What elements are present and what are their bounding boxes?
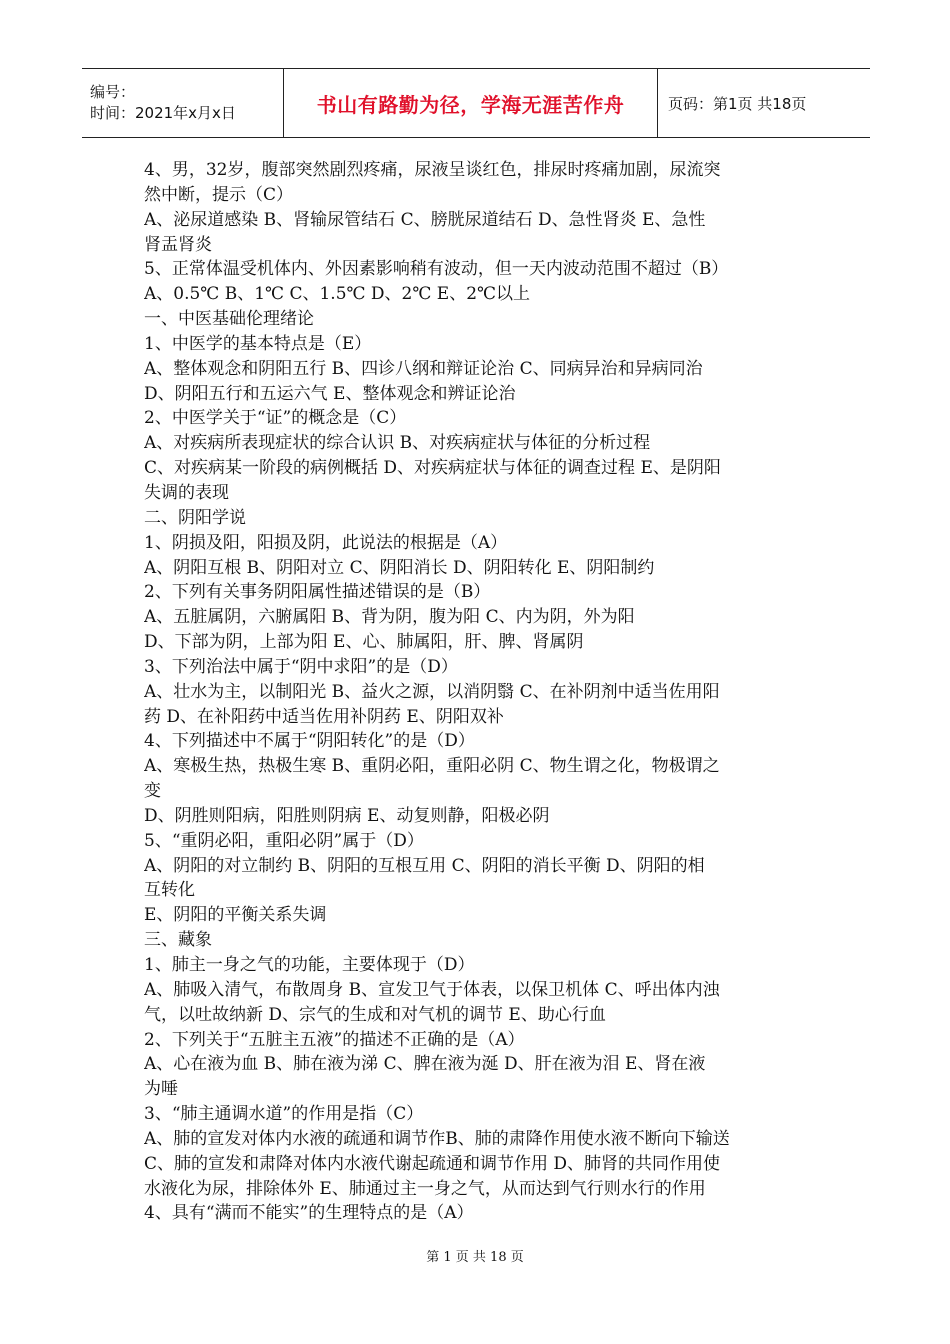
text-line: A、泌尿道感染 B、肾输尿管结石 C、膀胱尿道结石 D、急性肾炎 E、急性 (144, 209, 706, 230)
text-line: D、下部为阴，上部为阳 E、心、肺属阳，肝、脾、肾属阴 (144, 632, 584, 653)
text-line: 气，以吐故纳新 D、宗气的生成和对气机的调节 E、助心行血 (144, 1004, 606, 1025)
text-line: 水液化为尿，排除体外 E、肺通过主一身之气，从而达到气行则水行的作用 (144, 1178, 706, 1199)
text-line: 2、中医学关于“证”的概念是（C） (144, 408, 407, 429)
text-line: 然中断，提示（C） (144, 184, 294, 205)
text-line: C、对疾病某一阶段的病例概括 D、对疾病症状与体征的调查过程 E、是阴阳 (144, 458, 721, 479)
text-line: 5、正常体温受机体内、外因素影响稍有波动，但一天内波动范围不超过（B） (144, 259, 729, 280)
text-line: 4、下列描述中不属于“阴阳转化”的是（D） (144, 731, 475, 752)
text-line: 药 D、在补阳药中适当佐用补阴药 E、阴阳双补 (144, 706, 504, 727)
text-line: 1、肺主一身之气的功能，主要体现于（D） (144, 955, 475, 975)
text-line: C、肺的宣发和肃降对体内水液代谢起疏通和调节作用 D、肺肾的共同作用使 (144, 1153, 721, 1174)
text-line: A、对疾病所表现症状的综合认识 B、对疾病症状与体征的分析过程 (144, 433, 651, 454)
text-line: D、阴胜则阳病，阳胜则阴病 E、动复则静，阳极必阴 (144, 805, 550, 826)
text-line: 2、下列有关事务阴阳属性描述错误的是（B） (144, 582, 491, 603)
text-line: 三、藏象 (144, 930, 212, 951)
text-line: 4、具有“满而不能实”的生理特点的是（A） (144, 1203, 474, 1224)
page-footer: 第 1 页 共 18 页 (426, 1250, 524, 1265)
text-line: A、心在液为血 B、肺在液为涕 C、脾在液为涎 D、肝在液为泪 E、肾在液 (144, 1054, 706, 1075)
text-line: 肾盂肾炎 (144, 234, 212, 255)
text-line: 1、阴损及阳，阳损及阴，此说法的根据是（A） (144, 532, 508, 553)
date-label: 时间：2021年x月x日 (90, 104, 236, 122)
header-motto-cell (284, 69, 658, 137)
text-line: A、肺吸入清气，布散周身 B、宣发卫气于体表，以保卫机体 C、呼出体内浊 (144, 979, 720, 1000)
header-motto: 书山有路勤为径，学海无涯苦作舟 (316, 92, 625, 117)
text-line: A、阴阳互根 B、阴阳对立 C、阴阳消长 D、阴阳转化 E、阴阳制约 (144, 557, 655, 578)
header-page-info-cell (658, 69, 870, 137)
text-line: A、肺的宣发对体内水液的疏通和调节作B、肺的肃降作用使水液不断向下输送 (144, 1128, 730, 1149)
text-line: A、五脏属阴，六腑属阳 B、背为阴，腹为阳 C、内为阴，外为阳 (144, 607, 635, 628)
text-line: 二、阴阳学说 (144, 507, 246, 528)
text-line: 变 (144, 781, 161, 802)
text-line: 4、男，32岁，腹部突然剧烈疼痛，尿液呈谈红色，排尿时疼痛加剧，尿流突 (144, 160, 721, 180)
text-line: 为唾 (144, 1079, 178, 1100)
text-line: 3、“肺主通调水道”的作用是指（C） (144, 1104, 424, 1125)
text-line: A、整体观念和阴阳五行 B、四诊八纲和辩证论治 C、同病异治和异病同治 (144, 358, 703, 379)
header-page-info: 页码：第1页 共18页 (668, 94, 807, 113)
text-line: 5、“重阴必阳，重阳必阴”属于（D） (144, 830, 424, 851)
text-line: 3、下列治法中属于“阴中求阳”的是（D） (144, 656, 458, 677)
text-line: A、壮水为主，以制阳光 B、益火之源，以消阴翳 C、在补阴剂中适当佐用阳 (144, 681, 720, 702)
text-line: 失调的表现 (144, 482, 229, 503)
text-line: A、阴阳的对立制约 B、阴阳的互根互用 C、阴阳的消长平衡 D、阴阳的相 (144, 855, 705, 876)
serial-label: 编号： (90, 83, 136, 101)
header-meta (82, 69, 284, 137)
text-line: D、阴阳五行和五运六气 E、整体观念和辨证论治 (144, 383, 516, 404)
text-line: 1、中医学的基本特点是（E） (144, 333, 372, 354)
text-line: 一、中医基础伦理绪论 (144, 309, 314, 330)
text-line: 互转化 (144, 880, 195, 901)
text-line: A、0.5℃ B、1℃ C、1.5℃ D、2℃ E、2℃以上 (144, 284, 531, 305)
text-line: E、阴阳的平衡关系失调 (144, 905, 327, 926)
text-line: A、寒极生热，热极生寒 B、重阴必阳，重阳必阴 C、物生谓之化，物极谓之 (144, 756, 720, 777)
document-body (144, 158, 812, 1226)
text-line: 2、下列关于“五脏主五液”的描述不正确的是（A） (144, 1029, 525, 1050)
page-header (82, 68, 870, 138)
